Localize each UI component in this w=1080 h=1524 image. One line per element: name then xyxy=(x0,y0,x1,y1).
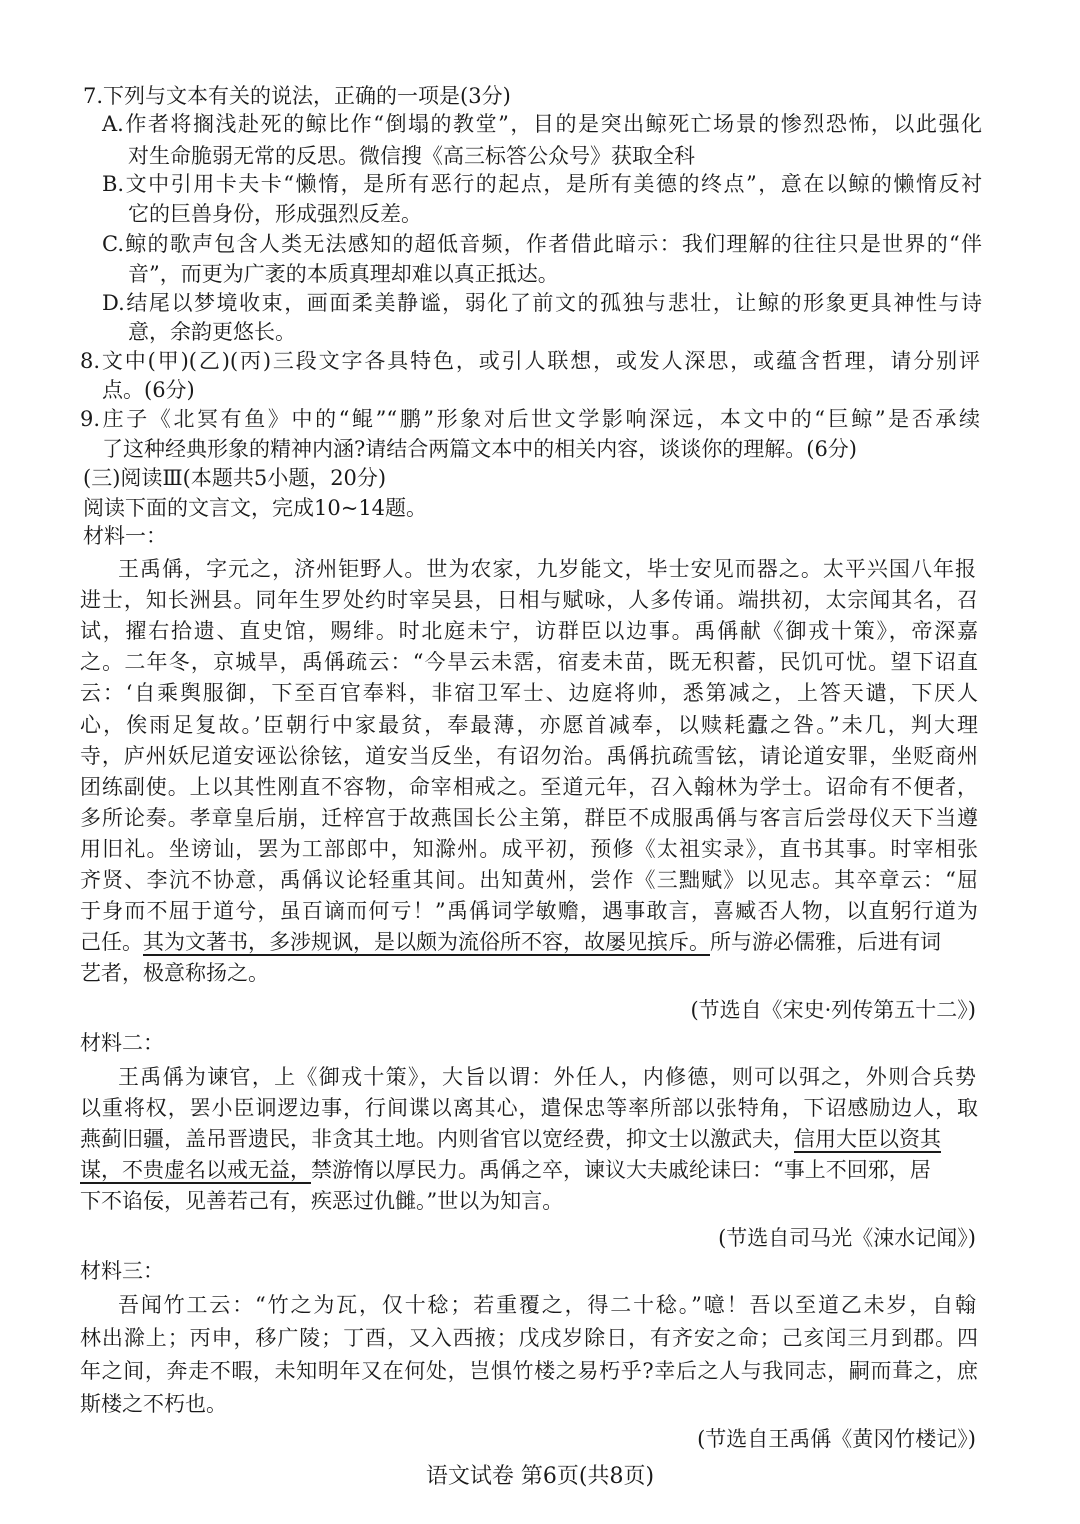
material1-source: (节选自《宋史·列传第五十二》) xyxy=(690,998,976,1022)
q7-option-d-line1: D.结尾以梦境收束，画面柔美静谧，弱化了前文的孤独与悲壮，让鲸的形象更具神性与诗 xyxy=(102,291,982,315)
q7-option-b-line1: B.文中引用卡夫卡“懒惰，是所有恶行的起点，是所有美德的终点”，意在以鲸的懒惰反衬 xyxy=(102,172,982,196)
material3-line: 吾闻竹工云：“竹之为瓦，仅十稔；若重覆之，得二十稔。”噫！吾以至道乙未岁，自翰 xyxy=(118,1293,976,1317)
q9-line2: 了这种经典形象的精神内涵?请结合两篇文本中的相关内容，谈谈你的理解。(6分) xyxy=(102,437,858,461)
q7-option-a-line2: 对生命脆弱无常的反思。微信搜《高三标答公众号》获取全科 xyxy=(128,144,695,168)
q7-stem: 7.下列与文本有关的说法，正确的一项是(3分) xyxy=(83,84,511,108)
material1-line: 艺者，极意称扬之。 xyxy=(80,961,269,985)
section-instruction: 阅读下面的文言文，完成10~14题。 xyxy=(83,496,428,520)
material1-line: 多所论奏。孝章皇后崩，迁梓宫于故燕国长公主第，群臣不成服禹偁与客言后尝母仪天下当遵 xyxy=(80,806,978,830)
q7-option-b-line2: 它的巨兽身份，形成强烈反差。 xyxy=(128,202,422,226)
material2-label: 材料二： xyxy=(80,1031,164,1055)
q7-option-c-line2: 音”，而更为广袤的本质真理却难以真正抵达。 xyxy=(128,262,559,286)
material1-line: 云：‘自乘舆服御，下至百官奉料，非宿卫军士、边庭将帅，悉第减之，上答天谴，下厌人 xyxy=(80,681,978,705)
page-footer: 语文试卷 第6页(共8页) xyxy=(425,1464,655,1489)
q7-option-d-line2: 意，余韵更悠长。 xyxy=(128,320,296,344)
q8-line2: 点。(6分) xyxy=(102,378,195,402)
material2-line4-post: 禁游惰以厚民力。禹偁之卒，谏议大夫戚纶诔曰：“事上不回邪，居 xyxy=(311,1158,931,1182)
q9-line1: 9.庄子《北冥有鱼》中的“鲲”“鹏”形象对后世文学影响深远，本文中的“巨鲸”是否承续 xyxy=(80,407,980,431)
material1-line: 进士，知长洲县。同年生罗处约时宰吴县，日相与赋咏，人多传诵。端拱初，太宗闻其名，召 xyxy=(80,588,978,612)
q7-option-a-line1: A.作者将搁浅赴死的鲸比作“倒塌的教堂”，目的是突出鲸死亡场景的惨烈恐怖，以此强化 xyxy=(102,112,982,136)
material2-line: 以重将权，罢小臣诇逻边事，行间谍以离其心，遣保忠等率所部以张特角，下诏感励边人，取 xyxy=(80,1096,978,1120)
material3-source: (节选自王禹偁《黄冈竹楼记》) xyxy=(697,1427,976,1451)
material3-line: 林出滁上；丙申，移广陵；丁酉，又入西掖；戊戌岁除日，有齐安之命；己亥闰三月到郡。四 xyxy=(80,1326,978,1350)
material1-line13-pre: 己任。 xyxy=(80,930,143,954)
material1-line: 寺，庐州妖尼道安诬讼徐铉，道安当反坐，有诏勿治。禹偁抗疏雪铉，请论道安罪，坐贬商州 xyxy=(80,744,978,768)
material1-line: 之。二年冬，京城旱，禹偁疏云：“今旱云未霑，宿麦未苗，既无积蓄，民饥可忧。望下诏直 xyxy=(80,650,978,674)
material1-line13-post: 所与游必儒雅，后进有词 xyxy=(710,930,941,954)
material1-line: 于身而不屈于道兮，虽百谪而何亏！”禹偁词学敏赡，遇事敢言，喜臧否人物，以直躬行道为 xyxy=(80,899,978,923)
q8-line1: 8.文中(甲)(乙)(丙)三段文字各具特色，或引人联想，或发人深思，或蕴含哲理，请分别评 xyxy=(80,349,980,373)
material2-underlined-part2: 谋，不贵虚名以戒无益， xyxy=(80,1158,311,1182)
material2-line: 下不谄佞，见善若己有，疾恶过仇雠。”世以为知言。 xyxy=(80,1189,564,1213)
material1-line: 团练副使。上以其性刚直不容物，命宰相戒之。至道元年，召入翰林为学士。诏命有不便者， xyxy=(80,775,978,799)
material2-source: (节选自司马光《涑水记闻》) xyxy=(718,1226,976,1250)
material2-line: 王禹偁为谏官，上《御戎十策》，大旨以谓：外任人，内修德，则可以弭之，外则合兵势 xyxy=(118,1065,976,1089)
material1-line: 心，俟雨足复故。’臣朝行中家最贫，奉最薄，亦愿首减奉，以赎耗蠹之咎。”未几，判大理 xyxy=(80,713,978,737)
material1-label: 材料一： xyxy=(83,524,167,548)
material1-line: 齐贤、李沆不协意，禹偁议论轻重其间。出知黄州，尝作《三黜赋》以见志。其卒章云：“屈 xyxy=(80,868,978,892)
material1-line: 试，擢右拾遗、直史馆，赐绯。时北庭未宁，访群臣以边事。禹偁献《御戎十策》，帝深嘉 xyxy=(80,619,978,643)
q7-option-c-line1: C.鲸的歌声包含人类无法感知的超低音频，作者借此暗示：我们理解的往往只是世界的“伴 xyxy=(102,232,982,256)
section-heading: (三)阅读Ⅲ(本题共5小题，20分) xyxy=(83,466,387,490)
material3-line: 年之间，奔走不暇，未知明年又在何处，岂惧竹楼之易朽乎?幸后之人与我同志，嗣而葺之，庶 xyxy=(80,1359,978,1383)
material1-line: 用旧礼。坐谤讪，罢为工部郎中，知滁州。成平初，预修《太祖实录》，直书其事。时宰相张 xyxy=(80,837,978,861)
material1-underlined-sentence: 其为文著书，多涉规讽，是以颇为流俗所不容，故屡见摈斥。 xyxy=(143,930,710,954)
material3-label: 材料三： xyxy=(80,1259,164,1283)
material3-line: 斯楼之不朽也。 xyxy=(80,1392,227,1416)
material2-line3-text: 燕蓟旧疆，盖吊晋遗民，非贪其土地。内则省官以宽经费，抑文士以激武夫， xyxy=(80,1127,794,1151)
material2-underlined-part1: 信用大臣以资其 xyxy=(794,1127,941,1151)
material1-line: 王禹偁，字元之，济州钜野人。世为农家，九岁能文，毕士安见而器之。太平兴国八年报 xyxy=(118,557,976,581)
